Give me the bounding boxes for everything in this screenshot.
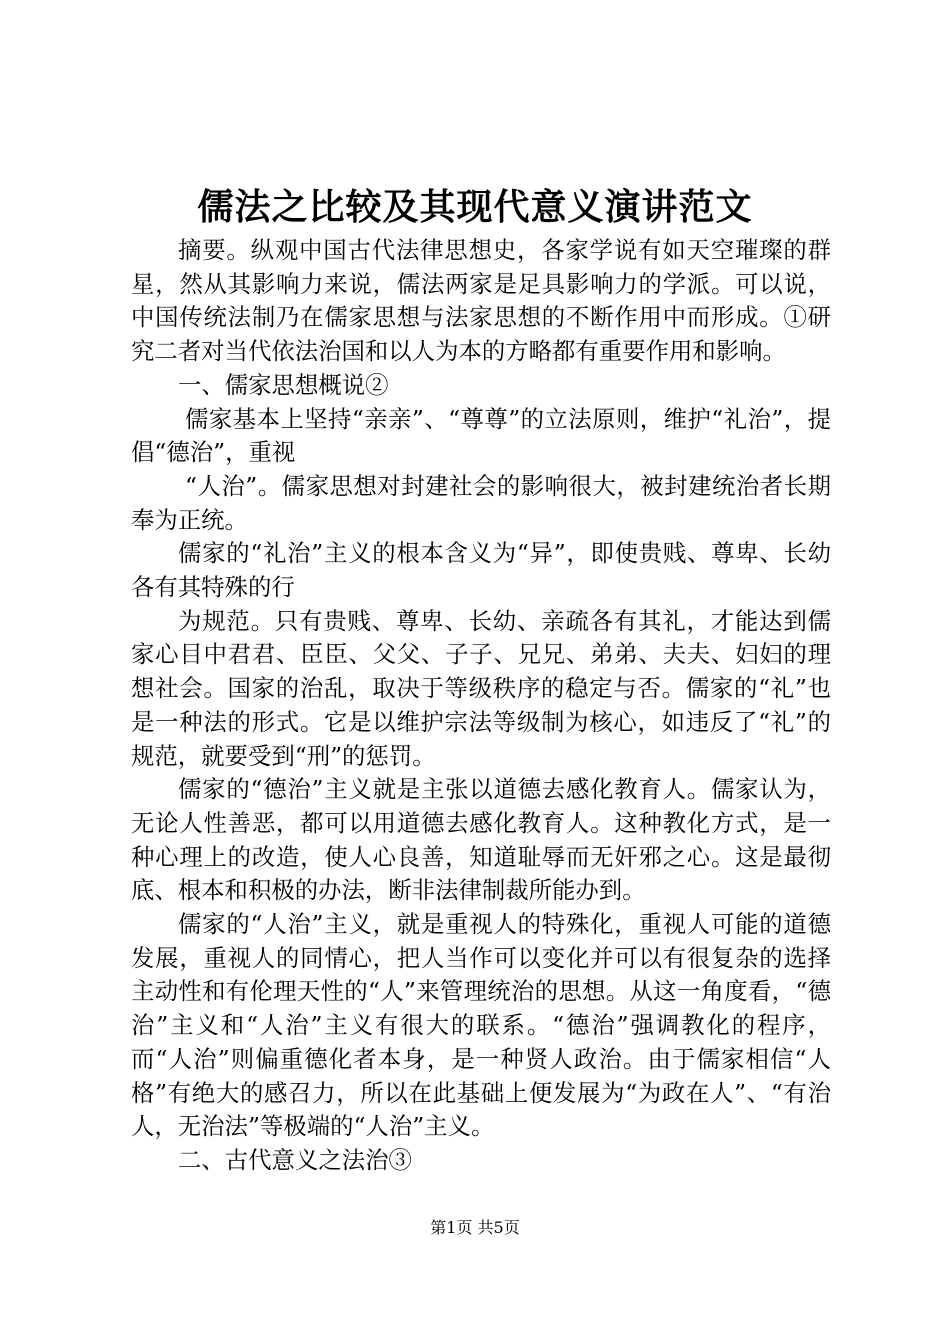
section-heading-2: 二、古代意义之法治③ xyxy=(178,1145,412,1174)
document-title: 儒法之比较及其现代意义演讲范文 xyxy=(197,186,753,228)
section-heading-1: 一、儒家思想概说② xyxy=(178,370,389,399)
body-paragraph: 儒家的“德治”主义就是主张以道德去感化教育人。儒家认为，无论人性善恶，都可以用道德去感化教育人。这种教化方式，是一种心理上的改造，使人心良善，知道耻辱而无奸邪之心。这是最彻底、根本和积极的办法，断非法律制裁所能办到。 xyxy=(131,775,831,905)
abstract-paragraph: 摘要。纵观中国古代法律思想史，各家学说有如天空璀璨的群星，然从其影响力来说，儒法两家是足具影响力的学派。可以说，中国传统法制乃在儒家思想与法家思想的不断作用中而形成。①研究二者对当代依法治国和以人为本的方略都有重要作用和影响。 xyxy=(131,236,831,366)
body-paragraph: 儒家的“人治”主义，就是重视人的特殊化，重视人可能的道德发展，重视人的同情心，把人当作可以变化并可以有很复杂的选择主动性和有伦理天性的“人”来管理统治的思想。从这一角度看，“德治”主义和“人治”主义有很大的联系。“德治”强调教化的程序，而“人治”则偏重德化者本身，是一种贤人政治。由于儒家相信“人格”有绝大的感召力，所以在此基础上便发展为“为政在人”、“有治人，无治法”等极端的“人治”主义。 xyxy=(131,910,831,1141)
body-paragraph: “人治”。儒家思想对封建社会的影响很大，被封建统治者长期奉为正统。 xyxy=(131,471,831,534)
body-paragraph: 为规范。只有贵贱、尊卑、长幼、亲疏各有其礼，才能达到儒家心目中君君、臣臣、父父、子子、兄兄、弟弟、夫夫、妇妇的理想社会。国家的治乱，取决于等级秩序的稳定与否。儒家的“礼”也是一种法的形式。它是以维护宗法等级制为核心，如违反了“礼”的规范，就要受到“刑”的惩罚。 xyxy=(131,606,831,770)
page-footer: 第1页 共5页 xyxy=(430,1218,520,1237)
document-body xyxy=(131,234,831,1178)
body-paragraph: 儒家的“礼治”主义的根本含义为“异”，即使贵贱、尊卑、长幼各有其特殊的行 xyxy=(131,539,831,602)
body-paragraph: 儒家基本上坚持“亲亲”、“尊尊”的立法原则，维护“礼治”，提倡“德治”，重视 xyxy=(131,404,831,467)
